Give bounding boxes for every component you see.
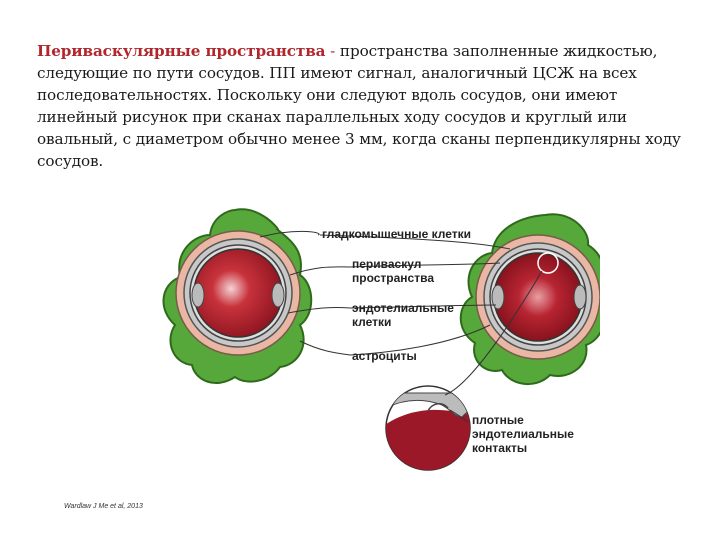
left-vessel	[164, 209, 312, 383]
description-paragraph	[37, 40, 687, 172]
label-astrocytes: астроциты	[352, 349, 417, 363]
source-citation: Wardlaw J Me et al, 2013	[64, 503, 143, 510]
term-dash: -	[325, 42, 340, 60]
right-vessel	[461, 214, 600, 384]
term-heading: Периваскулярные пространства	[37, 42, 326, 60]
label-perivascular-spaces: периваскул пространства	[352, 257, 434, 285]
description-body: пространства заполненные жидкостью, следующие по пути сосудов. ПП имеют сигнал, аналогичный ЦСЖ на всех последовательностях. Поскольку они следуют вдоль сосудов, они имеют линейный рисунок при сканах параллельных ходу сосудов и круглый или овальный, с диаметром обычно менее 3 мм, когда сканы перпендикулярны ходу сосудов.	[37, 42, 681, 170]
label-tight-junctions: плотные эндотелиальные контакты	[472, 413, 574, 455]
vessel-diagram	[150, 205, 600, 475]
tight-junction-inset	[382, 386, 474, 475]
left-lumen	[194, 249, 282, 337]
label-smooth-muscle: гладкомышечные клетки	[322, 227, 471, 241]
label-endothelial-cells: эндотелиальные клетки	[352, 301, 454, 329]
